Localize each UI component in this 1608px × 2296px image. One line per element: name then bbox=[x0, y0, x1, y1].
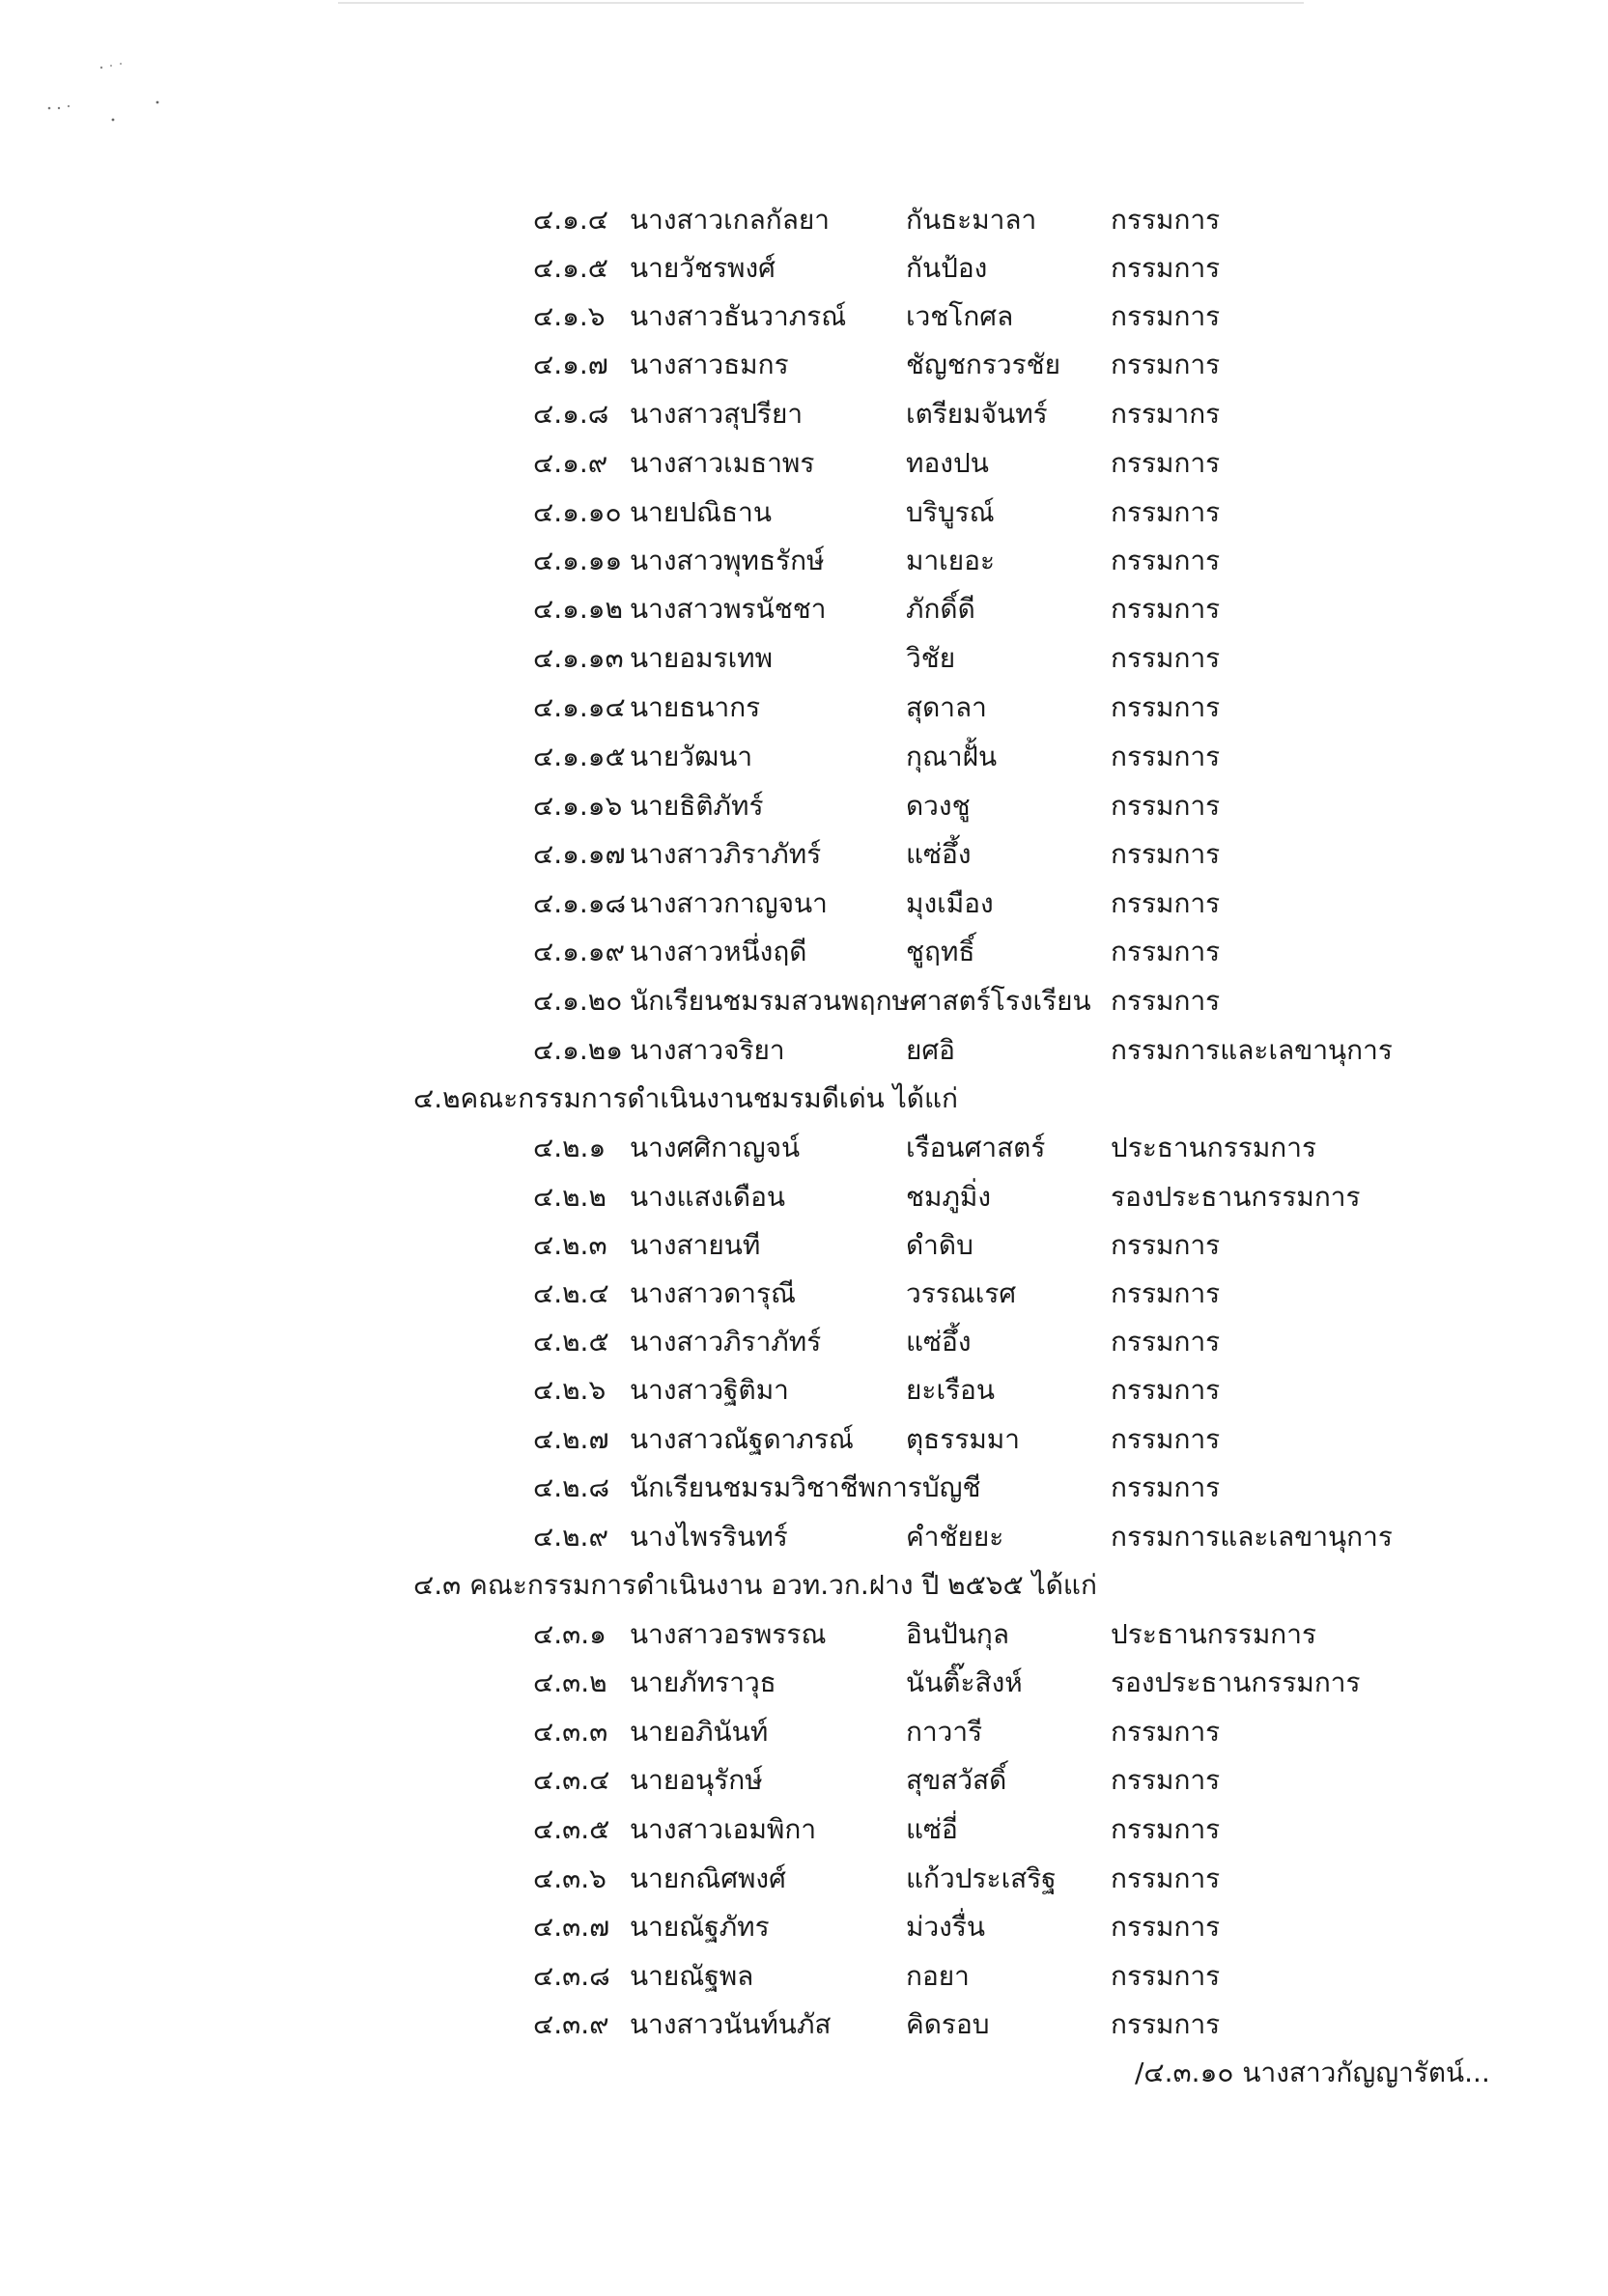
member-surname: คำชัยยะ bbox=[906, 1521, 1004, 1553]
committee-row bbox=[0, 1420, 1608, 1459]
item-number: ๔.๑.๒๑ bbox=[533, 1034, 623, 1066]
member-role: กรรมการ bbox=[1111, 593, 1221, 625]
member-surname: แก้วประเสริฐ bbox=[906, 1862, 1057, 1894]
member-surname: นันติ๊ะสิงห์ bbox=[906, 1666, 1023, 1698]
member-role: กรรมการ bbox=[1111, 741, 1221, 772]
member-role: กรรมการ bbox=[1111, 642, 1221, 674]
member-surname: เรือนศาสตร์ bbox=[906, 1132, 1046, 1163]
committee-row bbox=[0, 1129, 1608, 1167]
member-role: กรรมการ bbox=[1111, 1716, 1221, 1748]
committee-row bbox=[0, 835, 1608, 874]
item-number: ๔.๑.๗ bbox=[533, 349, 608, 380]
item-number: ๔.๒.๓ bbox=[533, 1229, 607, 1261]
member-name: นางสาวฐิติมา bbox=[630, 1374, 789, 1406]
committee-row bbox=[0, 1518, 1608, 1556]
item-number: ๔.๑.๘ bbox=[533, 398, 609, 430]
committee-row bbox=[0, 639, 1608, 678]
member-surname: แซ่อี่ bbox=[906, 1813, 958, 1845]
committee-row bbox=[0, 297, 1608, 336]
member-surname: เตรียมจันทร์ bbox=[906, 398, 1048, 430]
committee-row bbox=[0, 590, 1608, 629]
item-number: ๔.๑.๑๗ bbox=[533, 838, 626, 870]
member-role: กรรมการ bbox=[1111, 1960, 1221, 1992]
member-name: นางสาวเกลกัลยา bbox=[630, 204, 830, 236]
member-group: นักเรียนชมรมวิชาชีพการบัญชี bbox=[630, 1471, 981, 1503]
member-role: กรรมากร bbox=[1111, 398, 1221, 430]
member-role: กรรมการ bbox=[1111, 1471, 1221, 1503]
committee-row bbox=[0, 933, 1608, 971]
member-surname: วิชัย bbox=[906, 642, 956, 674]
committee-row bbox=[0, 1664, 1608, 1702]
committee-row bbox=[0, 2005, 1608, 2044]
committee-row bbox=[0, 688, 1608, 727]
committee-row bbox=[0, 346, 1608, 384]
committee-row bbox=[0, 884, 1608, 923]
member-role: กรรมการ bbox=[1111, 838, 1221, 870]
item-number: ๔.๑.๖ bbox=[533, 300, 606, 332]
committee-row bbox=[0, 738, 1608, 776]
item-number: ๔.๑.๑๘ bbox=[533, 887, 627, 919]
committee-row bbox=[0, 1860, 1608, 1898]
member-name: นายอนุรักษ์ bbox=[630, 1764, 763, 1796]
item-number: ๔.๑.๑๓ bbox=[533, 642, 624, 674]
member-role: กรรมการ bbox=[1111, 1764, 1221, 1796]
member-surname: แซ่อึ้ง bbox=[906, 838, 972, 870]
member-role: กรรมการ bbox=[1111, 985, 1221, 1017]
member-role: กรรมการ bbox=[1111, 1813, 1221, 1845]
member-role: กรรมการ bbox=[1111, 1423, 1221, 1455]
member-role: กรรมการ bbox=[1111, 204, 1221, 236]
member-name: นายวัฒนา bbox=[630, 741, 753, 772]
item-number: ๔.๑.๑๖ bbox=[533, 790, 623, 822]
item-number: ๔.๑.๑๔ bbox=[533, 691, 626, 723]
member-name: นางแสงเดือน bbox=[630, 1181, 786, 1213]
item-number: ๔.๑.๑๐ bbox=[533, 496, 622, 528]
member-role: รองประธานกรรมการ bbox=[1111, 1181, 1361, 1213]
member-surname: กันป้อง bbox=[906, 252, 988, 284]
item-number: ๔.๓.๙ bbox=[533, 2008, 609, 2040]
member-name: นางสาวณัฐดาภรณ์ bbox=[630, 1423, 854, 1455]
committee-row bbox=[0, 1810, 1608, 1849]
member-name: นางสาวนันท์นภัส bbox=[630, 2008, 832, 2040]
committee-row bbox=[0, 249, 1608, 288]
member-name: นางศศิกาญจน์ bbox=[630, 1132, 801, 1163]
committee-row bbox=[0, 1323, 1608, 1361]
member-surname: วรรณเรศ bbox=[906, 1277, 1017, 1309]
member-role: กรรมการ bbox=[1111, 252, 1221, 284]
member-name: นายธนากร bbox=[630, 691, 761, 723]
member-role: กรรมการ bbox=[1111, 691, 1221, 723]
committee-row bbox=[0, 444, 1608, 483]
member-role: กรรมการ bbox=[1111, 545, 1221, 576]
member-role: กรรมการ bbox=[1111, 1911, 1221, 1943]
member-role: กรรมการ bbox=[1111, 2008, 1221, 2040]
member-surname: เวชโกศล bbox=[906, 300, 1014, 332]
item-number: ๔.๓.๓ bbox=[533, 1716, 608, 1748]
item-number: ๔.๒.๒ bbox=[533, 1181, 607, 1213]
member-surname: ตุธรรมมา bbox=[906, 1423, 1020, 1455]
member-role: ประธานกรรมการ bbox=[1111, 1132, 1317, 1163]
member-name: นายอมรเทพ bbox=[630, 642, 774, 674]
committee-row bbox=[0, 1226, 1608, 1265]
committee-row bbox=[0, 542, 1608, 580]
item-number: ๔.๑.๑๒ bbox=[533, 593, 623, 625]
member-name: นายวัชรพงศ์ bbox=[630, 252, 776, 284]
member-surname: ชัญชกรวรชัย bbox=[906, 349, 1061, 380]
item-number: ๔.๒.๙ bbox=[533, 1521, 608, 1553]
committee-row bbox=[0, 982, 1608, 1021]
member-surname: ภักดิ์ดี bbox=[906, 593, 975, 625]
committee-row bbox=[0, 1957, 1608, 1996]
member-surname: กาวารี bbox=[906, 1716, 983, 1748]
item-number: ๔.๓.๖ bbox=[533, 1862, 607, 1894]
member-name: นางสาวพุทธรักษ์ bbox=[630, 545, 825, 576]
member-name: นางสาวเมธาพร bbox=[630, 447, 815, 479]
committee-row bbox=[0, 1713, 1608, 1751]
item-number: ๔.๓.๔ bbox=[533, 1764, 610, 1796]
member-role: กรรมการ bbox=[1111, 349, 1221, 380]
member-name: นายอภินันท์ bbox=[630, 1716, 769, 1748]
member-name: นางสายนที bbox=[630, 1229, 761, 1261]
member-surname: กุณาฝั้น bbox=[906, 741, 998, 772]
member-role: กรรมการและเลขานุการ bbox=[1111, 1521, 1393, 1553]
member-name: นางสาวพรนัชชา bbox=[630, 593, 827, 625]
member-role: กรรมการ bbox=[1111, 496, 1221, 528]
member-surname: มาเยอะ bbox=[906, 545, 996, 576]
member-surname: แซ่อึ้ง bbox=[906, 1326, 972, 1358]
item-number: ๔.๑.๑๙ bbox=[533, 936, 626, 967]
item-number: ๔.๓.๒ bbox=[533, 1666, 607, 1698]
item-number: ๔.๒.๖ bbox=[533, 1374, 607, 1406]
member-surname: ม่วงรื่น bbox=[906, 1911, 986, 1943]
item-number: ๔.๑.๙ bbox=[533, 447, 608, 479]
member-role: กรรมการ bbox=[1111, 300, 1221, 332]
member-surname: สุขสวัสดิ์ bbox=[906, 1764, 1007, 1796]
member-role: กรรมการ bbox=[1111, 1862, 1221, 1894]
item-number: ๔.๒.๘ bbox=[533, 1471, 610, 1503]
member-role: กรรมการ bbox=[1111, 887, 1221, 919]
committee-row bbox=[0, 1761, 1608, 1800]
item-number: ๔.๒.๗ bbox=[533, 1423, 609, 1455]
item-number: ๔.๑.๑๑ bbox=[533, 545, 623, 576]
member-surname: ดำดิบ bbox=[906, 1229, 973, 1261]
committee-row bbox=[0, 201, 1608, 239]
member-name: นายปณิธาน bbox=[630, 496, 772, 528]
member-name: นางสาวสุปรียา bbox=[630, 398, 804, 430]
scan-edge-line bbox=[338, 2, 1304, 4]
item-number: ๔.๒.๑ bbox=[533, 1132, 607, 1163]
member-role: กรรมการ bbox=[1111, 1374, 1221, 1406]
member-role: กรรมการ bbox=[1111, 936, 1221, 967]
member-surname: กันธะมาลา bbox=[906, 204, 1037, 236]
member-name: นายกณิศพงศ์ bbox=[630, 1862, 786, 1894]
member-name: นางไพรรินทร์ bbox=[630, 1521, 788, 1553]
member-name: นางสาวธมกร bbox=[630, 349, 789, 380]
item-number: ๔.๒.๔ bbox=[533, 1277, 609, 1309]
member-name: นายณัฐภัทร bbox=[630, 1911, 770, 1943]
item-number: ๔.๓.๑ bbox=[533, 1618, 607, 1650]
member-name: นางสาวหนึ่งฤดี bbox=[630, 936, 807, 967]
committee-row bbox=[0, 493, 1608, 532]
member-role: ประธานกรรมการ bbox=[1111, 1618, 1317, 1650]
member-name: นางสาวภิราภัทร์ bbox=[630, 1326, 822, 1358]
member-surname: ชูฤทธิ์ bbox=[906, 936, 975, 967]
member-name: นางสาวดารุณี bbox=[630, 1277, 796, 1309]
member-name: นางสาวอรพรรณ bbox=[630, 1618, 827, 1650]
member-surname: คิดรอบ bbox=[906, 2008, 990, 2040]
member-surname: อินปันกุล bbox=[906, 1618, 1009, 1650]
member-surname: ยะเรือน bbox=[906, 1374, 996, 1406]
item-number: ๔.๒.๕ bbox=[533, 1326, 609, 1358]
member-name: นายธิติภัทร์ bbox=[630, 790, 764, 822]
section-heading: ๔.๒คณะกรรมการดำเนินงานชมรมดีเด่น ได้แก่ bbox=[413, 1082, 958, 1114]
member-role: รองประธานกรรมการ bbox=[1111, 1666, 1361, 1698]
member-surname: ยศอิ bbox=[906, 1034, 955, 1066]
committee-row bbox=[0, 1908, 1608, 1946]
member-role: กรรมการ bbox=[1111, 1229, 1221, 1261]
committee-row bbox=[0, 1178, 1608, 1217]
member-name: นางสาวกาญจนา bbox=[630, 887, 828, 919]
item-number: ๔.๓.๗ bbox=[533, 1911, 610, 1943]
member-group: นักเรียนชมรมสวนพฤกษศาสตร์โรงเรียน bbox=[630, 985, 1091, 1017]
item-number: ๔.๑.๔ bbox=[533, 204, 608, 236]
member-surname: สุดาลา bbox=[906, 691, 987, 723]
member-name: นายภัทราวุธ bbox=[630, 1666, 776, 1698]
member-role: กรรมการ bbox=[1111, 1277, 1221, 1309]
item-number: ๔.๓.๘ bbox=[533, 1960, 610, 1992]
committee-row bbox=[0, 1615, 1608, 1654]
continuation-note: /๔.๓.๑๐ นางสาวกัญญารัตน์... bbox=[1135, 2057, 1490, 2088]
scan-specks bbox=[43, 58, 188, 135]
member-name: นางสาวธันวาภรณ์ bbox=[630, 300, 847, 332]
member-name: นายณัฐพล bbox=[630, 1960, 754, 1992]
member-name: นางสาวภิราภัทร์ bbox=[630, 838, 822, 870]
item-number: ๔.๓.๕ bbox=[533, 1813, 610, 1845]
member-surname: ทองปน bbox=[906, 447, 989, 479]
committee-row bbox=[0, 1469, 1608, 1507]
item-number: ๔.๑.๑๕ bbox=[533, 741, 626, 772]
section-heading: ๔.๓ คณะกรรมการดำเนินงาน อวท.วก.ฝาง ปี ๒๕๖๕ ได้แก่ bbox=[413, 1569, 1097, 1601]
member-surname: ชมภูมิ่ง bbox=[906, 1181, 992, 1213]
member-surname: กอยา bbox=[906, 1960, 970, 1992]
member-name: นางสาวจริยา bbox=[630, 1034, 785, 1066]
member-role: กรรมการ bbox=[1111, 1326, 1221, 1358]
member-role: กรรมการ bbox=[1111, 447, 1221, 479]
member-surname: มุงเมือง bbox=[906, 887, 994, 919]
member-role: กรรมการและเลขานุการ bbox=[1111, 1034, 1393, 1066]
item-number: ๔.๑.๕ bbox=[533, 252, 608, 284]
member-surname: บริบูรณ์ bbox=[906, 496, 995, 528]
committee-row bbox=[0, 1371, 1608, 1410]
committee-row bbox=[0, 1274, 1608, 1313]
member-role: กรรมการ bbox=[1111, 790, 1221, 822]
item-number: ๔.๑.๒๐ bbox=[533, 985, 623, 1017]
member-surname: ดวงชู bbox=[906, 790, 971, 822]
member-name: นางสาวเอมพิกา bbox=[630, 1813, 817, 1845]
committee-row bbox=[0, 787, 1608, 826]
committee-row bbox=[0, 1031, 1608, 1070]
committee-row bbox=[0, 395, 1608, 434]
